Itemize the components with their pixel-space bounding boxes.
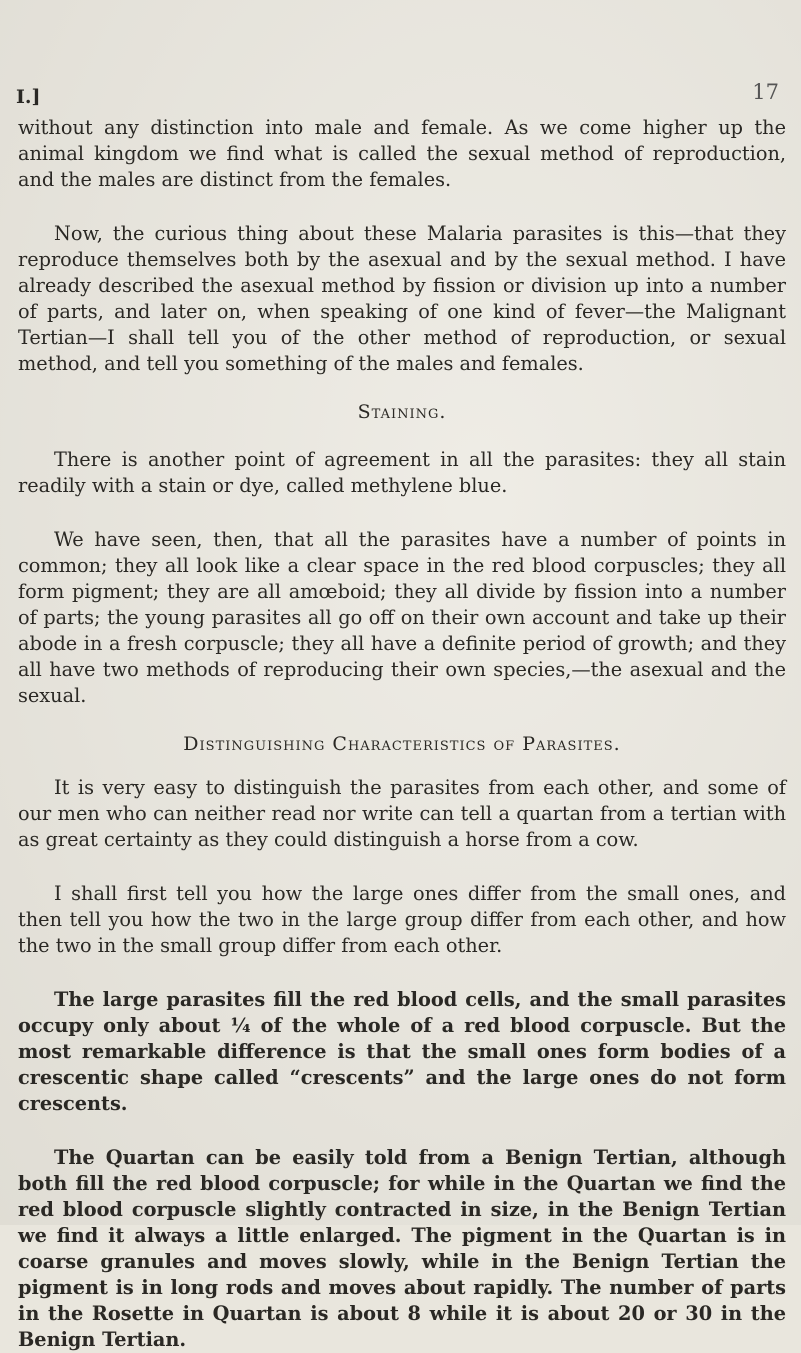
page-body bbox=[18, 115, 786, 1353]
paragraph-8: The Quartan can be easily told from a Benign Tertian, although both fill the red blood corpuscle; for while in the Quartan we find the red blood corpuscle slightly contracted in size, in the Benign Tertian we find it always a little enlarged. The pigment in the Quartan is in coarse granules and moves slowly, while in the Benign Tertian the pigment is in long rods and moves about rapidly. The number of parts in the Rosette in Quartan is about 8 while it is about 20 or 30 in the Benign Tertian. bbox=[18, 1146, 786, 1351]
page-number: 17 bbox=[752, 80, 779, 104]
paragraph-6: I shall first tell you how the large ones differ from the small ones, and then tell you how the two in the large group differ from each other, and how the two in the small group differ from each other. bbox=[18, 882, 786, 957]
page-header bbox=[16, 80, 785, 110]
chapter-marker: I.] bbox=[16, 86, 41, 108]
section-heading-staining: Staining. bbox=[357, 401, 447, 423]
paragraph-7: The large parasites fill the red blood cells, and the small parasites occupy only about ¼ of the whole of a red blood corpuscle. But the most remarkable difference is that the small ones form bodies of a crescentic shape called “crescents” and the large ones do not form crescents. bbox=[18, 988, 786, 1115]
section-heading-distinguishing: Distinguishing Characteristics of Parasites. bbox=[183, 733, 621, 755]
paragraph-2: Now, the curious thing about these Malaria parasites is this—that they reproduce themselves both by the asexual and by the sexual method. I have already described the asexual method by fission or division up into a number of parts, and later on, when speaking of one kind of fever—the Malignant Tertian—I shall tell you of the other method of reproduction, or sexual method, and tell you something of the males and females. bbox=[18, 222, 786, 375]
paragraph-1: without any distinction into male and female. As we come higher up the animal kingdom we find what is called the sexual method of reproduction, and the males are distinct from the females. bbox=[18, 116, 786, 191]
paragraph-3: There is another point of agreement in all the parasites: they all stain readily with a stain or dye, called methylene blue. bbox=[18, 448, 786, 497]
paragraph-4: We have seen, then, that all the parasites have a number of points in common; they all look like a clear space in the red blood corpuscles; they all form pigment; they are all amœboid; they all divide by fission into a number of parts; the young parasites all go off on their own account and take up their abode in a fresh corpuscle; they all have a definite period of growth; and they all have two methods of reproducing their own species,—the asexual and the sexual. bbox=[18, 528, 786, 707]
paragraph-5: It is very easy to distinguish the parasites from each other, and some of our men who can neither read nor write can tell a quartan from a tertian with as great certainty as they could distinguish a horse from a cow. bbox=[18, 776, 786, 851]
